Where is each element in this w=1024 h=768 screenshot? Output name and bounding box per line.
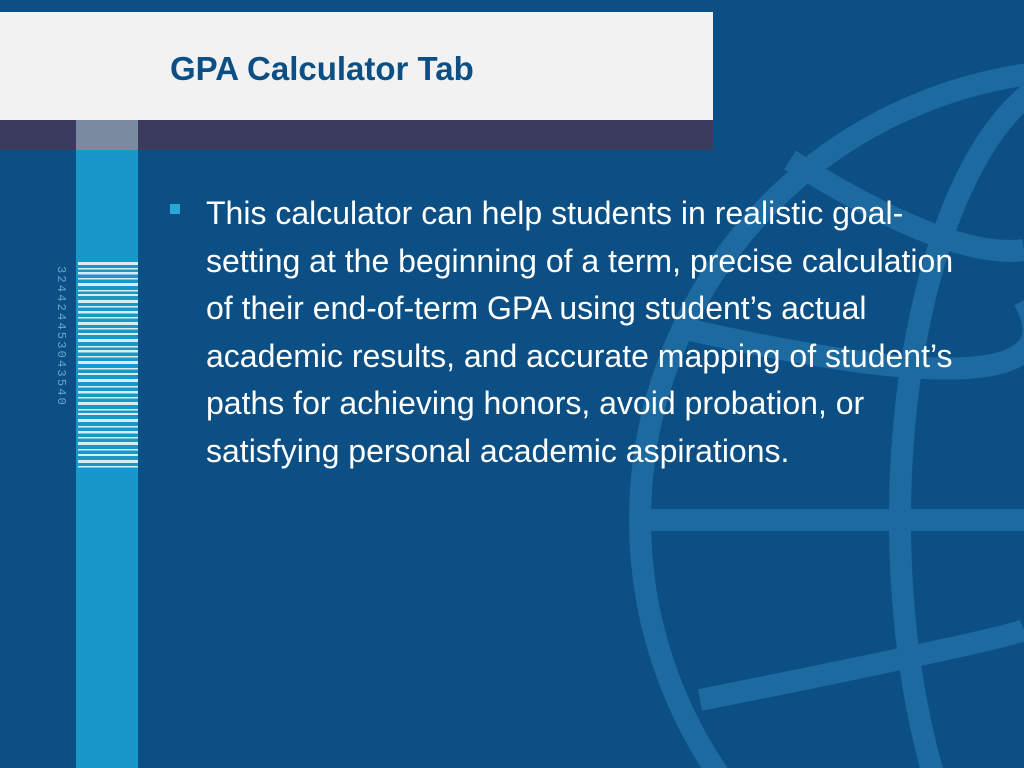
slide-title: GPA Calculator Tab [170, 50, 474, 87]
barcode-digits: 324424453043540 [54, 266, 68, 408]
stripe-cap [76, 120, 138, 150]
square-bullet-icon [170, 204, 180, 214]
bullet-item [170, 190, 960, 475]
barcode-icon [78, 262, 138, 470]
bullet-text: This calculator can help students in realistic goal-setting at the beginning of a term, precise calculation of their end-of-term GPA using student’s actual academic results, and accurate mapping of student’s paths for achieving honors, avoid probation, or satisfying personal academic aspirations. [206, 195, 954, 469]
slide-content [170, 190, 960, 475]
